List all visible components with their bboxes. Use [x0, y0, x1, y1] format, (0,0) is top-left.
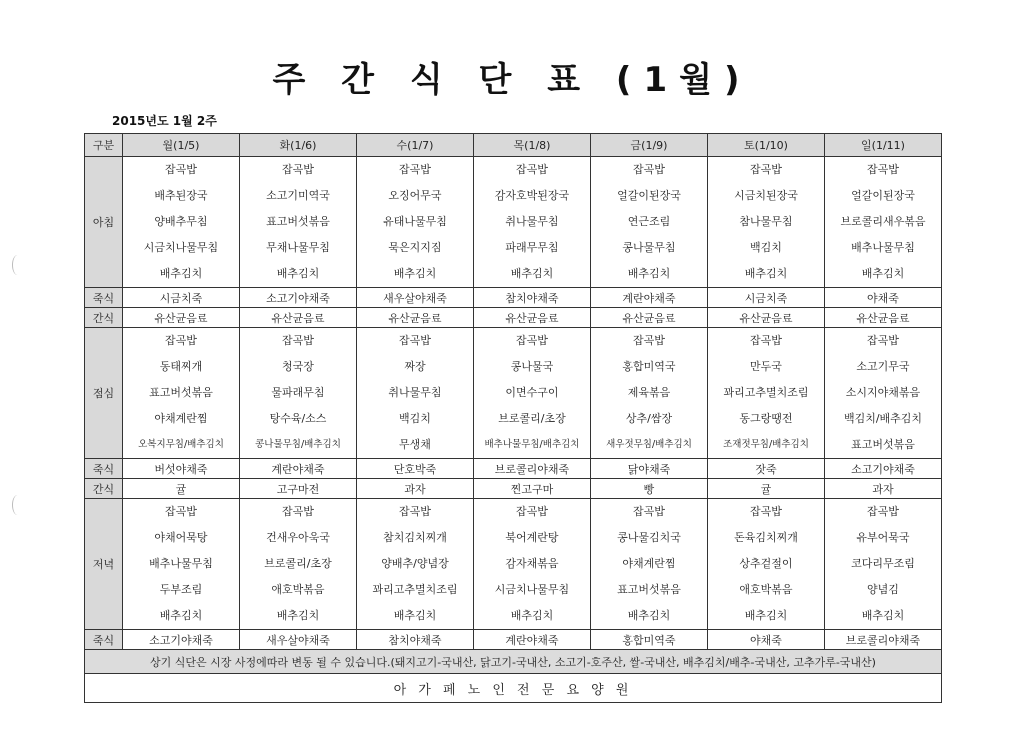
meal-cell — [357, 328, 474, 459]
menu-item: 오복지무침/배추김치 — [138, 439, 224, 450]
row-label: 죽식 — [85, 459, 123, 479]
menu-item: 유부어묵국 — [856, 531, 910, 544]
menu-item: 참치김치찌개 — [383, 531, 447, 544]
menu-item: 취나물무침 — [388, 386, 442, 399]
menu-item: 유산균음료 — [357, 308, 474, 328]
menu-item: 계란야채죽 — [591, 288, 708, 308]
meal-cell — [708, 499, 825, 630]
menu-item: 야채죽 — [708, 630, 825, 650]
menu-item: 백김치/배추김치 — [843, 412, 923, 425]
row-label: 죽식 — [85, 630, 123, 650]
menu-item: 배추김치 — [159, 609, 203, 622]
menu-item: 감자호박된장국 — [494, 189, 570, 202]
menu-item: 동그랑땡전 — [739, 412, 793, 425]
menu-item: 배추김치 — [627, 609, 671, 622]
menu-item: 조재젓무침/배추김치 — [723, 439, 809, 450]
menu-item: 애호박볶음 — [271, 583, 325, 596]
menu-item: 잡곡밥 — [282, 505, 314, 518]
menu-item: 오징어무국 — [388, 189, 442, 202]
menu-item: 양배추무침 — [154, 215, 208, 228]
weekly-menu-table — [84, 133, 942, 703]
menu-item: 콩나물무침/배추김치 — [255, 439, 341, 450]
menu-item: 코다리무조림 — [851, 557, 915, 570]
menu-item: 잡곡밥 — [867, 334, 899, 347]
meal-cell — [591, 499, 708, 630]
snack-row — [85, 308, 942, 328]
menu-item: 무채나물무침 — [266, 241, 330, 254]
menu-item: 잡곡밥 — [516, 163, 548, 176]
menu-item: 찐고구마 — [474, 479, 591, 499]
menu-item: 배추김치 — [744, 267, 788, 280]
menu-item: 탕수육/소스 — [269, 412, 327, 425]
punch-hole-mark — [12, 255, 23, 275]
menu-item: 청국장 — [282, 360, 314, 373]
punch-hole-mark — [12, 495, 23, 515]
menu-item: 배추김치 — [744, 609, 788, 622]
menu-item: 잡곡밥 — [633, 505, 665, 518]
menu-item: 잡곡밥 — [165, 334, 197, 347]
meal-cell — [474, 157, 591, 288]
menu-item: 잡곡밥 — [750, 334, 782, 347]
menu-item: 콩나물국 — [510, 360, 554, 373]
menu-item: 새우살야채죽 — [240, 630, 357, 650]
menu-item: 빵 — [591, 479, 708, 499]
menu-item: 단호박죽 — [357, 459, 474, 479]
menu-item: 표고버섯볶음 — [149, 386, 213, 399]
meal-cell — [123, 157, 240, 288]
menu-item: 소고기미역국 — [266, 189, 330, 202]
row-label: 죽식 — [85, 288, 123, 308]
menu-item: 참치야채죽 — [357, 630, 474, 650]
meal-cell — [240, 328, 357, 459]
menu-item: 배추나물무침 — [851, 241, 915, 254]
menu-item: 계란야채죽 — [240, 459, 357, 479]
meal-cell — [474, 328, 591, 459]
menu-item: 배추김치 — [510, 609, 554, 622]
menu-item: 유산균음료 — [240, 308, 357, 328]
meal-cell — [825, 157, 942, 288]
menu-item: 야채계란찜 — [154, 412, 208, 425]
menu-item: 브로콜리야채죽 — [474, 459, 591, 479]
menu-item: 표고버섯볶음 — [617, 583, 681, 596]
menu-item: 소고기야채죽 — [240, 288, 357, 308]
facility-row — [85, 674, 942, 703]
menu-item: 잡곡밥 — [750, 505, 782, 518]
menu-item: 과자 — [357, 479, 474, 499]
meal-label: 점심 — [85, 328, 123, 459]
menu-item: 고구마전 — [240, 479, 357, 499]
meal-cell — [123, 499, 240, 630]
day-header: 일(1/11) — [825, 134, 942, 157]
day-header: 토(1/10) — [708, 134, 825, 157]
menu-item: 시금치죽 — [123, 288, 240, 308]
meal-cell — [825, 499, 942, 630]
meal-cell — [708, 157, 825, 288]
menu-item: 브로콜리야채죽 — [825, 630, 942, 650]
meal-cell — [240, 157, 357, 288]
meal-cell — [825, 328, 942, 459]
day-header: 금(1/9) — [591, 134, 708, 157]
menu-item: 브로콜리/초장 — [264, 557, 332, 570]
meal-cell — [123, 328, 240, 459]
meal-cell — [591, 328, 708, 459]
menu-item: 배추김치 — [159, 267, 203, 280]
meal-cell — [357, 157, 474, 288]
notice-text: 상기 식단은 시장 사정에따라 변동 될 수 있습니다.(돼지고기-국내산, 닭고기-국내산, 소고기-호주산, 쌀-국내산, 배추김치/배추-국내산, 고추가루-국내산) — [85, 650, 942, 674]
menu-item: 잡곡밥 — [516, 334, 548, 347]
menu-item: 배추김치 — [393, 267, 437, 280]
menu-item: 배추김치 — [276, 609, 320, 622]
menu-item: 유산균음료 — [825, 308, 942, 328]
menu-item: 잡곡밥 — [282, 163, 314, 176]
porridge-row — [85, 459, 942, 479]
menu-item: 시금치죽 — [708, 288, 825, 308]
menu-item: 상추겉절이 — [739, 557, 793, 570]
breakfast-row — [85, 157, 942, 288]
menu-item: 배추김치 — [510, 267, 554, 280]
menu-item: 잡곡밥 — [867, 505, 899, 518]
menu-item: 귤 — [123, 479, 240, 499]
menu-item: 묵은지지짐 — [388, 241, 442, 254]
menu-item: 얼갈이된장국 — [851, 189, 915, 202]
meal-label: 아침 — [85, 157, 123, 288]
meal-label: 저녁 — [85, 499, 123, 630]
menu-item: 양념김 — [867, 583, 899, 596]
menu-item: 연근조림 — [627, 215, 671, 228]
menu-item: 소고기야채죽 — [123, 630, 240, 650]
day-header: 목(1/8) — [474, 134, 591, 157]
menu-item: 잡곡밥 — [399, 505, 431, 518]
menu-item: 유태나물무침 — [383, 215, 447, 228]
menu-item: 잡곡밥 — [399, 334, 431, 347]
menu-item: 잡곡밥 — [750, 163, 782, 176]
porridge-row — [85, 630, 942, 650]
menu-item: 제육볶음 — [627, 386, 671, 399]
period-label: 2015년도 1월 2주 — [112, 114, 217, 128]
menu-item: 유산균음료 — [474, 308, 591, 328]
menu-item: 무생채 — [399, 438, 431, 451]
meal-cell — [591, 157, 708, 288]
menu-item: 소시지야채볶음 — [845, 386, 921, 399]
menu-item: 홍합미역국 — [622, 360, 676, 373]
menu-item: 백김치 — [399, 412, 431, 425]
menu-item: 귤 — [708, 479, 825, 499]
menu-item: 상추/쌈장 — [625, 412, 673, 425]
menu-item: 소고기무국 — [856, 360, 910, 373]
menu-item: 닭야채죽 — [591, 459, 708, 479]
menu-item: 배추김치 — [861, 267, 905, 280]
menu-item: 잡곡밥 — [165, 163, 197, 176]
menu-item: 배추김치 — [627, 267, 671, 280]
menu-item: 잣죽 — [708, 459, 825, 479]
menu-item: 배추김치 — [276, 267, 320, 280]
menu-item: 동태찌개 — [159, 360, 203, 373]
facility-name: 아 가 페 노 인 전 문 요 양 원 — [85, 674, 942, 703]
meal-cell — [357, 499, 474, 630]
menu-item: 잡곡밥 — [633, 334, 665, 347]
menu-item: 계란야채죽 — [474, 630, 591, 650]
menu-item: 이면수구이 — [505, 386, 559, 399]
menu-item: 감자채볶음 — [505, 557, 559, 570]
menu-item: 두부조림 — [159, 583, 203, 596]
menu-item: 소고기야채죽 — [825, 459, 942, 479]
menu-item: 잡곡밥 — [165, 505, 197, 518]
menu-item: 야채어묵탕 — [154, 531, 208, 544]
menu-item: 배추김치 — [393, 609, 437, 622]
day-header: 월(1/5) — [123, 134, 240, 157]
menu-item: 꽈리고추멸치조림 — [372, 583, 458, 596]
menu-item: 유산균음료 — [123, 308, 240, 328]
menu-item: 브로콜리새우볶음 — [840, 215, 926, 228]
menu-item: 홍합미역죽 — [591, 630, 708, 650]
menu-item: 새우젓무침/배추김치 — [606, 439, 692, 450]
menu-item: 파래무무침 — [505, 241, 559, 254]
menu-item: 표고버섯볶음 — [266, 215, 330, 228]
menu-item: 콩나물김치국 — [617, 531, 681, 544]
menu-item: 참치야채죽 — [474, 288, 591, 308]
menu-item: 새우살야채죽 — [357, 288, 474, 308]
row-label: 간식 — [85, 308, 123, 328]
corner-header: 구분 — [85, 134, 123, 157]
menu-item: 시금치된장국 — [734, 189, 798, 202]
menu-item: 배추나물무침/배추김치 — [484, 439, 580, 450]
menu-item: 돈육김치찌개 — [734, 531, 798, 544]
page-title: 주 간 식 단 표 (1월) — [272, 60, 752, 100]
meal-cell — [240, 499, 357, 630]
day-header: 화(1/6) — [240, 134, 357, 157]
lunch-row — [85, 328, 942, 459]
menu-item: 야채죽 — [825, 288, 942, 308]
menu-item: 시금치나물무침 — [494, 583, 570, 596]
menu-item: 참나물무침 — [739, 215, 793, 228]
menu-item: 양배추/양념장 — [381, 557, 449, 570]
menu-item: 버섯야채죽 — [123, 459, 240, 479]
header-row — [85, 134, 942, 157]
menu-item: 백김치 — [750, 241, 782, 254]
row-label: 간식 — [85, 479, 123, 499]
meal-cell — [474, 499, 591, 630]
menu-item: 과자 — [825, 479, 942, 499]
menu-item: 배추나물무침 — [149, 557, 213, 570]
dinner-row — [85, 499, 942, 630]
menu-item: 취나물무침 — [505, 215, 559, 228]
menu-item: 잡곡밥 — [516, 505, 548, 518]
menu-item: 잡곡밥 — [867, 163, 899, 176]
menu-item: 배추된장국 — [154, 189, 208, 202]
menu-item: 잡곡밥 — [399, 163, 431, 176]
menu-item: 유산균음료 — [708, 308, 825, 328]
menu-item: 북어계란탕 — [505, 531, 559, 544]
menu-item: 야채계란찜 — [622, 557, 676, 570]
menu-item: 표고버섯볶음 — [851, 438, 915, 451]
menu-item: 유산균음료 — [591, 308, 708, 328]
porridge-row — [85, 288, 942, 308]
menu-item: 시금치나물무침 — [143, 241, 219, 254]
notice-row — [85, 650, 942, 674]
menu-item: 잡곡밥 — [633, 163, 665, 176]
menu-item: 얼갈이된장국 — [617, 189, 681, 202]
day-header: 수(1/7) — [357, 134, 474, 157]
menu-item: 꽈리고추멸치조림 — [723, 386, 809, 399]
menu-item: 잡곡밥 — [282, 334, 314, 347]
menu-item: 짜장 — [404, 360, 426, 373]
menu-item: 브로콜리/초장 — [498, 412, 566, 425]
menu-body — [85, 157, 942, 703]
menu-item: 애호박볶음 — [739, 583, 793, 596]
menu-item: 배추김치 — [861, 609, 905, 622]
menu-item: 콩나물무침 — [622, 241, 676, 254]
meal-cell — [708, 328, 825, 459]
menu-item: 건새우아욱국 — [266, 531, 330, 544]
snack-row — [85, 479, 942, 499]
menu-item: 물파래무침 — [271, 386, 325, 399]
menu-item: 만두국 — [750, 360, 782, 373]
